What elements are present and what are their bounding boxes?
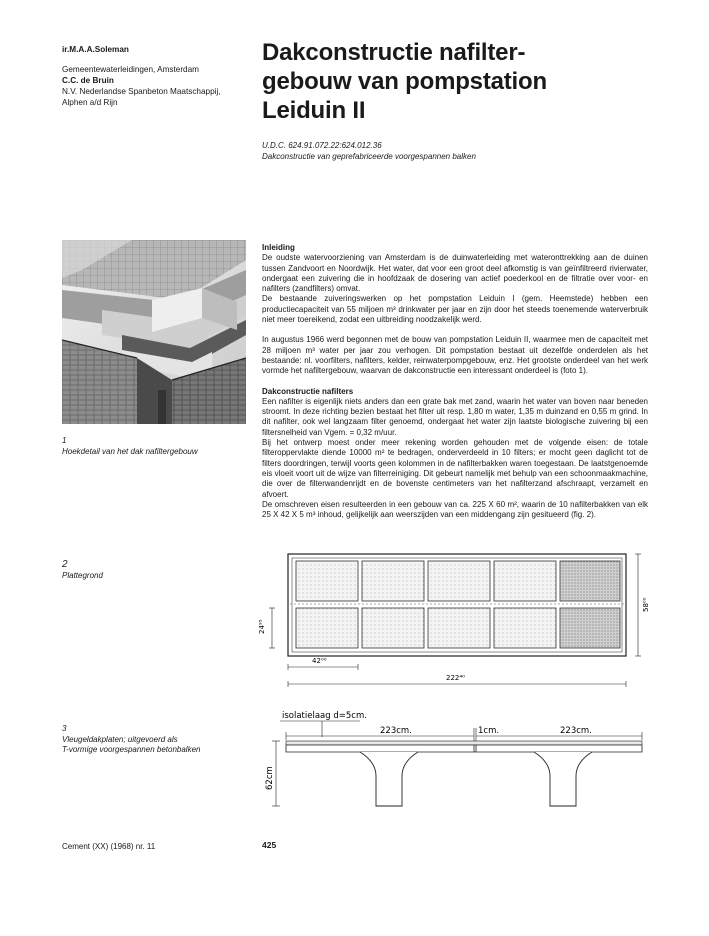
- author-org-1: Gemeentewaterleidingen, Amsterdam: [62, 65, 199, 74]
- paragraph-2: De bestaande zuiveringswerken op het pompstation Leiduin I (gem. Heemstede) hebben een productiecapaciteit van 55 miljoen m³ drinkwater per jaar en zijn door het steeds toenemende waterverbruik niet meer toereikend, zodat een uitbreiding noodzakelijk werd.: [262, 294, 648, 325]
- heading-inleiding: Inleiding: [262, 243, 295, 252]
- paragraph-4: Een nafilter is eigenlijk niets anders dan een grate bak met zand, waarin het water van boven naar beneden stroomt. In deze richting bezien bestaat het filter uit resp. 1,80 m water, 1,35 m duinzand en 0,55 m grind. In dit nafilter, ook wel langzaam filter genoemd, ondergaat het water zijn laatste biologische zuivering bij een filtersnelheid van Vgem. = 0,32 m/uur.: [262, 396, 648, 437]
- dim-basin-height: 24⁹⁵: [258, 619, 266, 634]
- filter-basins: [296, 561, 620, 648]
- author-name-2: C.C. de Bruin: [62, 76, 114, 85]
- caption-2-number: 2: [62, 559, 68, 570]
- t-beam-section-figure: [262, 706, 648, 818]
- caption-3-number: 3: [62, 724, 67, 733]
- label-span-right: 223cm.: [560, 726, 592, 736]
- caption-1-number: 1: [62, 436, 67, 445]
- author-org-2-line1: N.V. Nederlandse Spanbeton Maatschappij,: [62, 87, 221, 96]
- caption-2-text: Plattegrond: [62, 570, 103, 580]
- heading-dakconstructie: Dakconstructie nafilters: [262, 386, 354, 396]
- label-gap: 1cm.: [478, 726, 500, 736]
- title-line-3: Leiduin II: [262, 97, 366, 124]
- roof-corner-photo: [62, 240, 246, 424]
- floor-plan-figure: [250, 552, 650, 697]
- caption-3-line-2: T-vormige voorgespannen betonbalken: [62, 745, 201, 754]
- caption-3-line-1: Vleugeldakplaten; uitgevoerd als: [62, 734, 178, 744]
- caption-2: [62, 560, 247, 581]
- dim-total-length: 222⁴⁰: [446, 674, 465, 682]
- page-number: 425: [262, 840, 277, 850]
- article-body: [262, 243, 648, 520]
- label-span-left: 223cm.: [380, 726, 412, 736]
- title-line-2: gebouw van pompstation: [262, 68, 547, 95]
- author-block: [62, 44, 252, 108]
- label-insulation: isolatielaag d=5cm.: [282, 711, 367, 721]
- udc-block: [262, 141, 662, 162]
- paragraph-1: De oudste watervoorziening van Amsterdam is de duinwaterleiding met wateronttrekking aan de duinen tussen Zandvoort en Noordwijk. Het water, dat voor een groot deel afkomstig is van geïnfiltreerd rivierwater, ondergaat een zuivering die in hoofdzaak de dosering van actief poederkool en de filtratie over voor- en nafilters (zandfilters) omvat.: [262, 253, 648, 294]
- dim-building-depth: 58⁰⁰: [642, 597, 650, 612]
- udc-subtitle: Dakconstructie van geprefabriceerde voorgespannen balken: [262, 151, 476, 161]
- title-line-1: Dakconstructie nafilter-: [262, 39, 526, 66]
- paragraph-3: In augustus 1966 werd begonnen met de bouw van pompstation Leiduin II, waarmee men de capaciteit met 28 miljoen m³ water per jaar zou verhogen. Dit pompstation bestaat uit dezelfde onderdelen als het bestaande: nl. voorfilters, nafilters, kelder, reinwaterpompgebouw, enz. Het grootste onderdeel van het werk vormde het nafiltergebouw, waarvan de dakconstructie een interessant onderdeel is (foto 1).: [262, 335, 648, 376]
- article-title: [262, 38, 592, 125]
- paragraph-6: De omschreven eisen resulteerden in een gebouw van ca. 225 X 60 m², waarin de 10 nafilterbakken van elk 25 X 42 X 5 m³ inhoud, gelijkelijk aan weerszijden van een middengang zijn gesitueerd (fig. 2).: [262, 499, 648, 520]
- author-name-1: ir.M.A.A.Soleman: [62, 45, 129, 54]
- caption-1-text: Hoekdetail van het dak nafiltergebouw: [62, 446, 198, 456]
- author-org-2-line2: Alphen a/d Rijn: [62, 98, 118, 107]
- label-depth: 62cm: [265, 766, 275, 790]
- caption-1: [62, 436, 247, 457]
- dim-basin-width: 42⁰⁰: [312, 657, 327, 665]
- udc-code: U.D.C. 624.91.072.22:624.012.36: [262, 141, 382, 150]
- journal-reference: Cement (XX) (1968) nr. 11: [62, 842, 156, 851]
- paragraph-5: Bij het ontwerp moest onder meer rekening worden gehouden met de volgende eisen: de totale filteroppervlakte diende 10000 m² te bedragen, onderverdeeld in 10 filters; er mocht geen daglicht tot de filters doordringen, terwijl voorts geen kolommen in de nafilterbakken waren toegestaan. De laatstgenoemde eis vloeit voort uit de wijze van filterreiniging. Dit gebeurt namelijk met behulp van een schoonmaakmachine, die over de filterwandenrijdt en de bovenste centimeters van het nafilterzand afschraapt, verzamelt en afvoert.: [262, 438, 648, 499]
- caption-3: [62, 724, 247, 756]
